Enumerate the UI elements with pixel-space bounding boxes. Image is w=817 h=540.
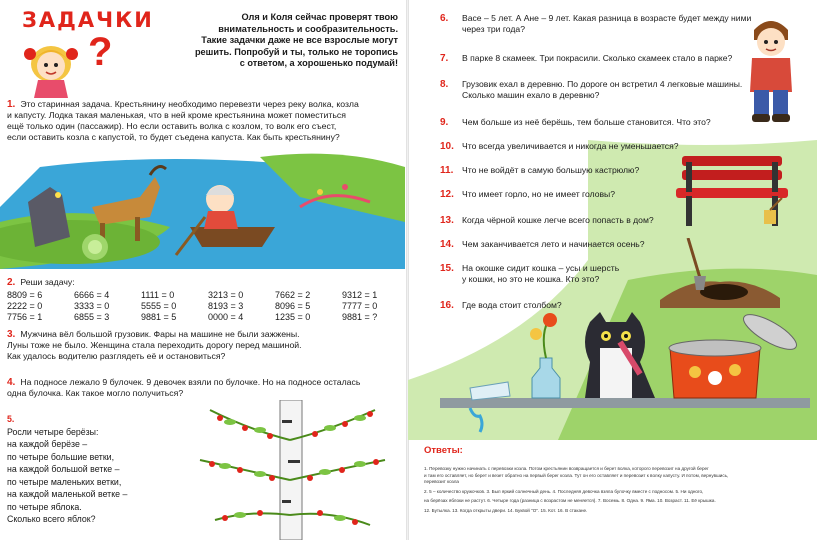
shovel-pit-icon: [660, 238, 780, 308]
page-title: ЗАДАЧКИ: [22, 8, 154, 32]
pot-icon: [669, 312, 801, 398]
question-12: 12. Что имеет горло, но не имеет головы?: [440, 189, 615, 200]
cat-icon: [585, 312, 655, 398]
question-7: 7. В парке 8 скамеек. Три покрасили. Сколько скамеек стало в парке?: [440, 53, 733, 64]
answers-block: 1. Перевозку нужно начинать с перевозки козла. Потом крестьянин возвращается и берет волка, которого перевозит на другой берег и там его оставляет, но берет и везет обратно на первый берег козла. Тут он его оставляет и перевозит к волку капусту. И потом, вернувшись, перевозит козла 2. 5 – количество кружочков. 3. Был яркий солнечный день. 4. Последняя девочка взяла булочку вместе с подносом. 5. Ни одного, на берёзах яблоки не растут. 6. Четыре года (разница с возрастом не меняется). 7. Восемь. 8. Одна. 9. Яма. 10. Возраст. 11. Её крышка. 12. Бутылка. 13. Когда открыты двери. 14. Буквой "О". 15. Кот. 16. В стакане.: [424, 466, 729, 513]
task-2: 2. Реши задачу: 8809 = 6 6666 = 4 1111 = 0 3213 = 0 7662 = 2 9312 = 1 2222 = 0 3333 = 0 5555 = 0 8193 = 3 8096 = 5 7777 = 0 7756 = 1 6855 = 3 9881 = 5 0000 = 4 1235 = 0 9881 = ?: [7, 277, 378, 322]
question-14: 14. Чем заканчивается лето и начинается осень?: [440, 239, 645, 250]
question-9: 9. Чем больше из неё берёшь, тем больше становится. Что это?: [440, 117, 711, 128]
shelf-scene-icon: [440, 312, 810, 434]
question-16: 16. Где вода стоит столбом?: [440, 300, 562, 311]
task-3: 3. Мужчина вёл большой грузовик. Фары на машине не были зажжены. Луны тоже не было. Женщина стала переходить дорогу перед машиной. Как удалось водителю разглядеть её и остановиться?: [7, 329, 302, 361]
left-page: [0, 0, 408, 540]
task-4: 4. На подносе лежало 9 булочек. 9 девочек взяли по булочке. Но на подносе осталась одна булочка. Как такое могло получиться?: [7, 377, 361, 398]
bottle-flower-icon: [530, 313, 560, 398]
girl-olya-icon: [16, 34, 86, 98]
question-15: 15. На окошке сидит кошка – усы и шерсть у кошки, но это не кошка. Кто это?: [440, 263, 620, 284]
question-13: 13. Когда чёрной кошке легче всего попасть в дом?: [440, 215, 654, 226]
question-6: 6. Васе – 5 лет. А Ане – 9 лет. Какая разница в возрасте будет между ними через три года?: [440, 13, 752, 34]
question-8: 8. Грузовик ехал в деревню. По дороге он встретил 4 легковые машины. Сколько машин ехало в деревню?: [440, 79, 743, 100]
answers-title: Ответы:: [424, 445, 463, 456]
bench-icon: [672, 148, 792, 230]
intro-text: Оля и Коля сейчас проверят твою внимательность и сообразительность. Такие задачки даже не все взрослые могут решить. Попробуй и ты, только не торопись с ответом, а хорошенько подумай!: [194, 12, 398, 69]
boy-kolya-icon: [742, 12, 800, 124]
birch-tree-icon: [190, 400, 390, 540]
question-11: 11. Что не войдёт в самую большую кастрюлю?: [440, 165, 640, 176]
task-1: 1. Это старинная задача. Крестьянину необходимо перевезти через реку волка, козла и капусту. Лодка такая маленькая, что в ней кроме крестьянина может поместиться ещё только один (пассажир). Но если оставить волка с козлом, то волк его съест, если оставить козла с капустой, то будет съедена капуста. Как быть крестьянину?: [7, 99, 359, 142]
question-10: 10. Что всегда увеличивается и никогда не уменьшается?: [440, 141, 679, 152]
task-5: 5. Росли четыре берёзы: на каждой берёзе – по четыре большие ветки, на каждой большой ветке – по четыре маленьких ветки, на каждой маленькой ветке – по четыре яблока. Сколько всего яблок?: [7, 414, 128, 524]
question-mark: ?: [88, 30, 113, 74]
river-scene-icon: [0, 147, 405, 269]
